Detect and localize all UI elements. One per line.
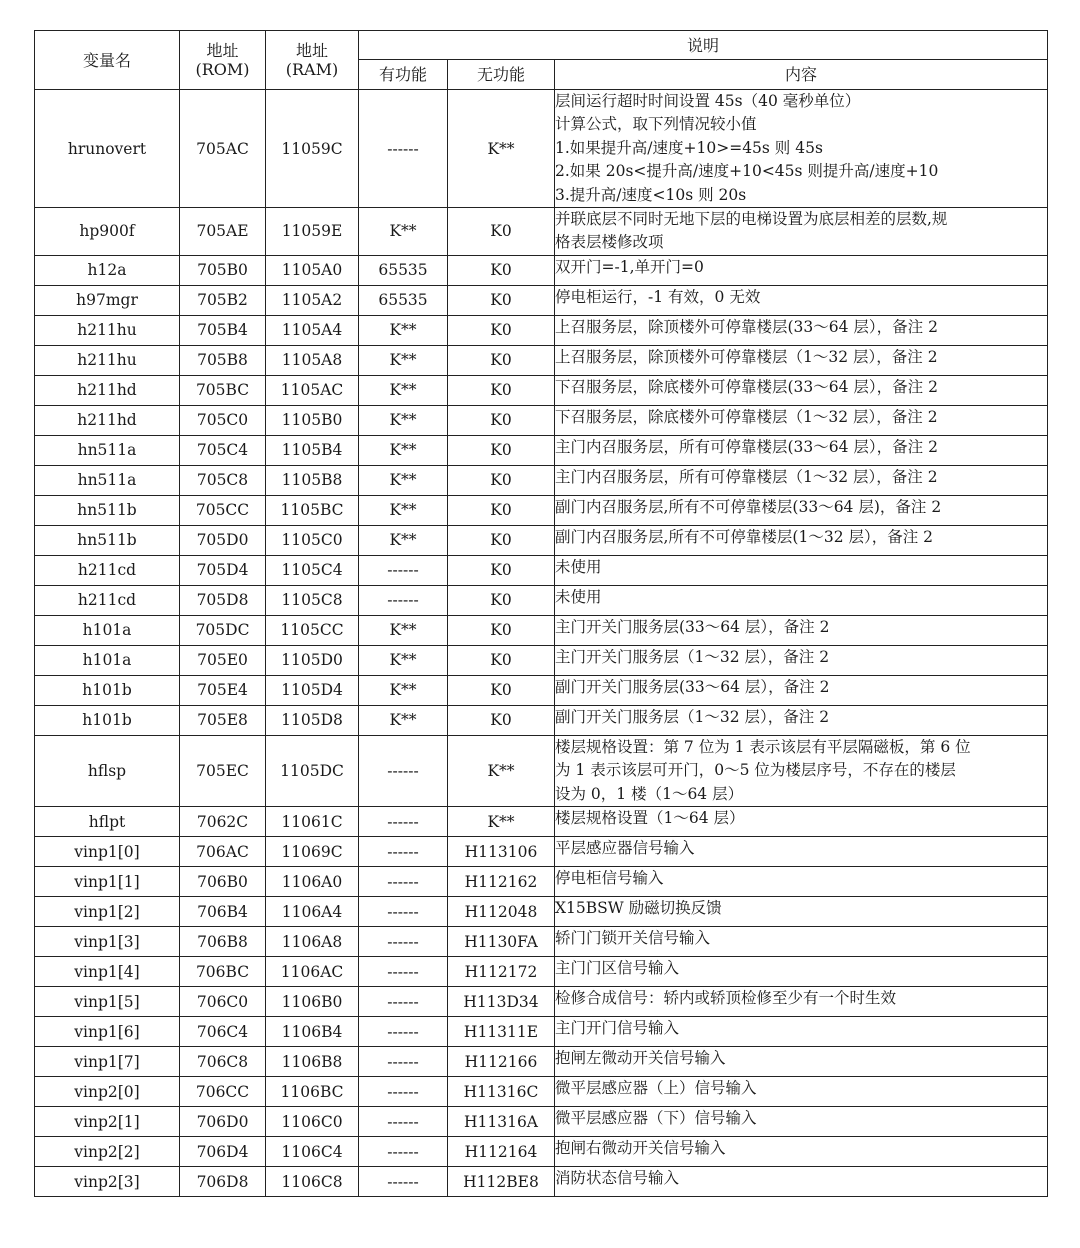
cell-address-ram: 1105D8 bbox=[266, 705, 359, 735]
content-line: X15BSW 励磁切换反馈 bbox=[555, 899, 722, 918]
cell-content bbox=[555, 867, 1048, 897]
cell-var-name: vinp2[2] bbox=[35, 1137, 180, 1167]
cell-var-name: h211hu bbox=[35, 315, 180, 345]
cell-var-name: vinp1[5] bbox=[35, 987, 180, 1017]
content-line: 检修合成信号：轿内或轿顶检修至少有一个时生效 bbox=[555, 989, 897, 1008]
cell-without-function: K0 bbox=[448, 465, 555, 495]
cell-without-function: K0 bbox=[448, 585, 555, 615]
cell-without-function: H112166 bbox=[448, 1047, 555, 1077]
cell-address-ram: 1106C8 bbox=[266, 1167, 359, 1197]
cell-address-rom: 705B0 bbox=[180, 255, 266, 285]
cell-address-rom: 705D0 bbox=[180, 525, 266, 555]
cell-without-function: K0 bbox=[448, 675, 555, 705]
cell-address-ram: 1105B0 bbox=[266, 405, 359, 435]
cell-var-name: vinp1[3] bbox=[35, 927, 180, 957]
table-row bbox=[35, 1137, 1048, 1167]
cell-address-rom: 706C8 bbox=[180, 1047, 266, 1077]
cell-var-name: h211hd bbox=[35, 375, 180, 405]
content-line: 1.如果提升高/速度+10>=45s 则 45s bbox=[555, 138, 823, 157]
cell-address-ram: 1105A2 bbox=[266, 285, 359, 315]
header-content: 内容 bbox=[555, 60, 1048, 90]
cell-var-name: h97mgr bbox=[35, 285, 180, 315]
cell-var-name: vinp2[0] bbox=[35, 1077, 180, 1107]
cell-var-name: h101b bbox=[35, 705, 180, 735]
cell-without-function: K** bbox=[448, 807, 555, 837]
content-line: 层间运行超时时间设置 45s（40 毫秒单位） bbox=[555, 92, 861, 110]
table-row bbox=[35, 615, 1048, 645]
content-line: 副门内召服务层,所有不可停靠楼层(1～32 层），备注 2 bbox=[555, 527, 934, 546]
cell-with-function: ------ bbox=[359, 897, 448, 927]
cell-var-name: vinp2[3] bbox=[35, 1167, 180, 1197]
cell-address-rom: 705AE bbox=[180, 208, 266, 256]
content-line: 消防状态信号输入 bbox=[555, 1169, 680, 1188]
cell-content bbox=[555, 465, 1048, 495]
cell-content bbox=[555, 675, 1048, 705]
table-row bbox=[35, 208, 1048, 256]
cell-var-name: hp900f bbox=[35, 208, 180, 256]
cell-with-function: K** bbox=[359, 315, 448, 345]
cell-address-ram: 11069C bbox=[266, 837, 359, 867]
cell-content bbox=[555, 435, 1048, 465]
cell-address-rom: 706CC bbox=[180, 1077, 266, 1107]
cell-content bbox=[555, 897, 1048, 927]
cell-with-function: K** bbox=[359, 435, 448, 465]
table-row bbox=[35, 867, 1048, 897]
table-row bbox=[35, 705, 1048, 735]
cell-content bbox=[555, 1047, 1048, 1077]
cell-without-function: K0 bbox=[448, 405, 555, 435]
content-line: 计算公式，取下列情况较小值 bbox=[555, 115, 757, 134]
content-line: 停电柜运行，-1 有效，0 无效 bbox=[555, 287, 761, 306]
table-row bbox=[35, 837, 1048, 867]
table-row bbox=[35, 645, 1048, 675]
cell-with-function: 65535 bbox=[359, 285, 448, 315]
table-row bbox=[35, 375, 1048, 405]
cell-address-rom: 705D8 bbox=[180, 585, 266, 615]
cell-content bbox=[555, 927, 1048, 957]
cell-content bbox=[555, 987, 1048, 1017]
header-description: 说明 bbox=[359, 31, 1048, 60]
cell-address-ram: 1105C8 bbox=[266, 585, 359, 615]
cell-without-function: K0 bbox=[448, 495, 555, 525]
content-line: 上召服务层，除顶楼外可停靠楼层（1～32 层），备注 2 bbox=[555, 347, 938, 366]
cell-address-ram: 1106A4 bbox=[266, 897, 359, 927]
cell-address-rom: 706B4 bbox=[180, 897, 266, 927]
cell-without-function: K0 bbox=[448, 285, 555, 315]
table-row bbox=[35, 735, 1048, 806]
cell-address-ram: 1105A8 bbox=[266, 345, 359, 375]
cell-without-function: H112164 bbox=[448, 1137, 555, 1167]
cell-content bbox=[555, 285, 1048, 315]
cell-content bbox=[555, 495, 1048, 525]
table-row bbox=[35, 1047, 1048, 1077]
content-line: 主门开关门服务层（1～32 层），备注 2 bbox=[555, 647, 830, 666]
cell-address-rom: 705AC bbox=[180, 90, 266, 208]
cell-var-name: vinp1[7] bbox=[35, 1047, 180, 1077]
cell-content bbox=[555, 315, 1048, 345]
cell-var-name: h211cd bbox=[35, 585, 180, 615]
cell-address-ram: 1105D4 bbox=[266, 675, 359, 705]
table-row bbox=[35, 285, 1048, 315]
cell-address-rom: 705B8 bbox=[180, 345, 266, 375]
content-line: 楼层规格设置：第 7 位为 1 表示该层有平层隔磁板，第 6 位 bbox=[555, 737, 971, 756]
cell-address-rom: 705C4 bbox=[180, 435, 266, 465]
cell-with-function: 65535 bbox=[359, 255, 448, 285]
content-line: 楼层规格设置（1～64 层） bbox=[555, 809, 745, 828]
cell-address-rom: 705B4 bbox=[180, 315, 266, 345]
cell-without-function: H113D34 bbox=[448, 987, 555, 1017]
cell-address-rom: 705C0 bbox=[180, 405, 266, 435]
cell-var-name: h211cd bbox=[35, 555, 180, 585]
cell-var-name: hn511a bbox=[35, 435, 180, 465]
content-line: 主门内召服务层，所有可停靠楼层(33～64 层），备注 2 bbox=[555, 437, 938, 456]
cell-with-function: ------ bbox=[359, 807, 448, 837]
cell-var-name: hrunovert bbox=[35, 90, 180, 208]
cell-with-function: ------ bbox=[359, 1047, 448, 1077]
cell-address-rom: 705E0 bbox=[180, 645, 266, 675]
cell-content bbox=[555, 555, 1048, 585]
cell-content bbox=[555, 957, 1048, 987]
cell-with-function: ------ bbox=[359, 1077, 448, 1107]
cell-address-rom: 706B0 bbox=[180, 867, 266, 897]
header-with-function: 有功能 bbox=[359, 60, 448, 90]
table-row bbox=[35, 525, 1048, 555]
cell-content bbox=[555, 705, 1048, 735]
cell-var-name: h101a bbox=[35, 645, 180, 675]
cell-without-function: K0 bbox=[448, 645, 555, 675]
table-row bbox=[35, 495, 1048, 525]
cell-content bbox=[555, 1107, 1048, 1137]
content-line: 微平层感应器（下）信号输入 bbox=[555, 1109, 757, 1128]
cell-content bbox=[555, 255, 1048, 285]
cell-without-function: H1130FA bbox=[448, 927, 555, 957]
table-row bbox=[35, 90, 1048, 208]
cell-address-ram: 11061C bbox=[266, 807, 359, 837]
cell-address-ram: 1106C0 bbox=[266, 1107, 359, 1137]
cell-address-rom: 705EC bbox=[180, 735, 266, 806]
cell-address-rom: 706C0 bbox=[180, 987, 266, 1017]
table-row bbox=[35, 345, 1048, 375]
table-header bbox=[35, 31, 1048, 90]
cell-address-ram: 1106B4 bbox=[266, 1017, 359, 1047]
content-line: 下召服务层，除底楼外可停靠楼层（1～32 层），备注 2 bbox=[555, 407, 938, 426]
cell-address-rom: 705D4 bbox=[180, 555, 266, 585]
cell-with-function: K** bbox=[359, 615, 448, 645]
cell-var-name: vinp2[1] bbox=[35, 1107, 180, 1137]
cell-content bbox=[555, 807, 1048, 837]
cell-with-function: ------ bbox=[359, 987, 448, 1017]
cell-content bbox=[555, 615, 1048, 645]
cell-address-rom: 706C4 bbox=[180, 1017, 266, 1047]
table-row bbox=[35, 807, 1048, 837]
cell-with-function: K** bbox=[359, 645, 448, 675]
content-line: 抱闸左微动开关信号输入 bbox=[555, 1049, 726, 1068]
cell-address-ram: 1106AC bbox=[266, 957, 359, 987]
cell-without-function: K0 bbox=[448, 375, 555, 405]
table-row bbox=[35, 255, 1048, 285]
cell-var-name: hn511a bbox=[35, 465, 180, 495]
cell-with-function: ------ bbox=[359, 1107, 448, 1137]
content-line: 上召服务层，除顶楼外可停靠楼层(33～64 层），备注 2 bbox=[555, 317, 938, 336]
content-line: 未使用 bbox=[555, 587, 602, 606]
cell-with-function: K** bbox=[359, 375, 448, 405]
cell-content bbox=[555, 837, 1048, 867]
cell-without-function: K0 bbox=[448, 705, 555, 735]
cell-without-function: H11316C bbox=[448, 1077, 555, 1107]
cell-address-ram: 1105B8 bbox=[266, 465, 359, 495]
cell-content bbox=[555, 585, 1048, 615]
cell-content bbox=[555, 375, 1048, 405]
cell-address-ram: 11059C bbox=[266, 90, 359, 208]
cell-address-ram: 1106BC bbox=[266, 1077, 359, 1107]
cell-address-rom: 706BC bbox=[180, 957, 266, 987]
content-line: 抱闸右微动开关信号输入 bbox=[555, 1139, 726, 1158]
cell-without-function: K0 bbox=[448, 615, 555, 645]
cell-without-function: H112172 bbox=[448, 957, 555, 987]
cell-without-function: H112BE8 bbox=[448, 1167, 555, 1197]
cell-content bbox=[555, 525, 1048, 555]
table-row bbox=[35, 927, 1048, 957]
header-var-name: 变量名 bbox=[35, 31, 180, 90]
cell-address-ram: 1106A8 bbox=[266, 927, 359, 957]
cell-var-name: h101b bbox=[35, 675, 180, 705]
cell-address-ram: 1105CC bbox=[266, 615, 359, 645]
cell-without-function: K0 bbox=[448, 208, 555, 256]
content-line: 为 1 表示该层可开门，0～5 位为楼层序号，不存在的楼层 bbox=[555, 761, 956, 780]
cell-var-name: vinp1[2] bbox=[35, 897, 180, 927]
cell-var-name: vinp1[6] bbox=[35, 1017, 180, 1047]
cell-without-function: H11311E bbox=[448, 1017, 555, 1047]
cell-address-rom: 7062C bbox=[180, 807, 266, 837]
cell-address-ram: 11059E bbox=[266, 208, 359, 256]
cell-address-rom: 706B8 bbox=[180, 927, 266, 957]
table-row bbox=[35, 1017, 1048, 1047]
cell-without-function: H112162 bbox=[448, 867, 555, 897]
content-line: 平层感应器信号输入 bbox=[555, 839, 695, 858]
cell-address-ram: 1105BC bbox=[266, 495, 359, 525]
cell-without-function: K0 bbox=[448, 345, 555, 375]
cell-address-ram: 1106A0 bbox=[266, 867, 359, 897]
cell-with-function: K** bbox=[359, 208, 448, 256]
cell-address-rom: 706D0 bbox=[180, 1107, 266, 1137]
cell-address-ram: 1105DC bbox=[266, 735, 359, 806]
cell-address-rom: 705B2 bbox=[180, 285, 266, 315]
table-body bbox=[35, 90, 1048, 1197]
cell-address-rom: 706D4 bbox=[180, 1137, 266, 1167]
cell-address-ram: 1105A4 bbox=[266, 315, 359, 345]
cell-with-function: ------ bbox=[359, 1167, 448, 1197]
cell-content bbox=[555, 1167, 1048, 1197]
cell-var-name: h101a bbox=[35, 615, 180, 645]
cell-with-function: ------ bbox=[359, 867, 448, 897]
cell-without-function: K0 bbox=[448, 435, 555, 465]
cell-without-function: K** bbox=[448, 735, 555, 806]
cell-content bbox=[555, 1017, 1048, 1047]
cell-with-function: K** bbox=[359, 525, 448, 555]
cell-with-function: ------ bbox=[359, 90, 448, 208]
content-line: 停电柜信号输入 bbox=[555, 869, 664, 888]
cell-address-ram: 1105C4 bbox=[266, 555, 359, 585]
cell-address-rom: 705C8 bbox=[180, 465, 266, 495]
cell-address-rom: 705DC bbox=[180, 615, 266, 645]
content-line: 主门门区信号输入 bbox=[555, 959, 680, 978]
cell-var-name: vinp1[4] bbox=[35, 957, 180, 987]
cell-with-function: ------ bbox=[359, 1017, 448, 1047]
cell-address-rom: 705BC bbox=[180, 375, 266, 405]
table-row bbox=[35, 435, 1048, 465]
table-row bbox=[35, 1077, 1048, 1107]
cell-address-rom: 705CC bbox=[180, 495, 266, 525]
cell-with-function: ------ bbox=[359, 735, 448, 806]
content-line: 并联底层不同时无地下层的电梯设置为底层相差的层数,规 bbox=[555, 210, 948, 229]
cell-without-function: K0 bbox=[448, 315, 555, 345]
cell-address-ram: 1106C4 bbox=[266, 1137, 359, 1167]
table-row bbox=[35, 405, 1048, 435]
content-line: 双开门=-1,单开门=0 bbox=[555, 257, 704, 276]
cell-with-function: K** bbox=[359, 705, 448, 735]
cell-content bbox=[555, 645, 1048, 675]
cell-with-function: ------ bbox=[359, 927, 448, 957]
content-line: 2.如果 20s<提升高/速度+10<45s 则提升高/速度+10 bbox=[555, 162, 939, 181]
cell-address-ram: 1106B8 bbox=[266, 1047, 359, 1077]
cell-address-ram: 1105B4 bbox=[266, 435, 359, 465]
cell-var-name: vinp1[0] bbox=[35, 837, 180, 867]
cell-var-name: h211hu bbox=[35, 345, 180, 375]
cell-with-function: ------ bbox=[359, 837, 448, 867]
header-address-ram: 地址 (RAM) bbox=[266, 31, 359, 90]
cell-with-function: ------ bbox=[359, 555, 448, 585]
cell-without-function: K0 bbox=[448, 555, 555, 585]
content-line: 轿门门锁开关信号输入 bbox=[555, 929, 711, 948]
table-row bbox=[35, 1107, 1048, 1137]
cell-with-function: K** bbox=[359, 405, 448, 435]
cell-content bbox=[555, 1137, 1048, 1167]
content-line: 副门内召服务层,所有不可停靠楼层(33～64 层)，备注 2 bbox=[555, 497, 942, 516]
content-line: 未使用 bbox=[555, 557, 602, 576]
cell-without-function: K0 bbox=[448, 525, 555, 555]
cell-address-rom: 705E8 bbox=[180, 705, 266, 735]
table-row bbox=[35, 675, 1048, 705]
cell-address-rom: 706D8 bbox=[180, 1167, 266, 1197]
cell-content bbox=[555, 345, 1048, 375]
content-line: 副门开关门服务层(33～64 层），备注 2 bbox=[555, 677, 830, 696]
cell-var-name: vinp1[1] bbox=[35, 867, 180, 897]
variable-table bbox=[34, 30, 1048, 1197]
cell-with-function: K** bbox=[359, 675, 448, 705]
header-without-function: 无功能 bbox=[448, 60, 555, 90]
cell-without-function: H112048 bbox=[448, 897, 555, 927]
cell-var-name: hn511b bbox=[35, 495, 180, 525]
table-row bbox=[35, 957, 1048, 987]
cell-without-function: K0 bbox=[448, 255, 555, 285]
cell-with-function: K** bbox=[359, 465, 448, 495]
cell-address-rom: 705E4 bbox=[180, 675, 266, 705]
cell-address-ram: 1105D0 bbox=[266, 645, 359, 675]
header-address-rom: 地址 (ROM) bbox=[180, 31, 266, 90]
table-row bbox=[35, 585, 1048, 615]
cell-with-function: ------ bbox=[359, 585, 448, 615]
cell-address-ram: 1105C0 bbox=[266, 525, 359, 555]
cell-address-ram: 1106B0 bbox=[266, 987, 359, 1017]
content-line: 格表层楼修改项 bbox=[555, 233, 664, 252]
content-line: 副门开关门服务层（1～32 层），备注 2 bbox=[555, 707, 830, 726]
cell-content bbox=[555, 1077, 1048, 1107]
cell-with-function: ------ bbox=[359, 957, 448, 987]
cell-content bbox=[555, 90, 1048, 208]
table-row bbox=[35, 465, 1048, 495]
content-line: 主门开关门服务层(33～64 层），备注 2 bbox=[555, 617, 830, 636]
cell-address-ram: 1105A0 bbox=[266, 255, 359, 285]
content-line: 3.提升高/速度<10s 则 20s bbox=[555, 185, 747, 204]
cell-with-function: ------ bbox=[359, 1137, 448, 1167]
cell-address-rom: 706AC bbox=[180, 837, 266, 867]
cell-content bbox=[555, 735, 1048, 806]
cell-var-name: h12a bbox=[35, 255, 180, 285]
table-row bbox=[35, 897, 1048, 927]
table-row bbox=[35, 987, 1048, 1017]
cell-without-function: H113106 bbox=[448, 837, 555, 867]
content-line: 设为 0，1 楼（1～64 层） bbox=[555, 784, 744, 803]
cell-var-name: hflpt bbox=[35, 807, 180, 837]
cell-var-name: h211hd bbox=[35, 405, 180, 435]
cell-without-function: K** bbox=[448, 90, 555, 208]
content-line: 微平层感应器（上）信号输入 bbox=[555, 1079, 757, 1098]
cell-with-function: K** bbox=[359, 495, 448, 525]
table-row bbox=[35, 315, 1048, 345]
content-line: 主门内召服务层，所有可停靠楼层（1～32 层），备注 2 bbox=[555, 467, 938, 486]
table-row bbox=[35, 555, 1048, 585]
cell-var-name: hflsp bbox=[35, 735, 180, 806]
cell-content bbox=[555, 208, 1048, 256]
cell-content bbox=[555, 405, 1048, 435]
table-row bbox=[35, 1167, 1048, 1197]
cell-with-function: K** bbox=[359, 345, 448, 375]
cell-without-function: H11316A bbox=[448, 1107, 555, 1137]
content-line: 主门开门信号输入 bbox=[555, 1019, 680, 1038]
cell-address-ram: 1105AC bbox=[266, 375, 359, 405]
content-line: 下召服务层，除底楼外可停靠楼层(33～64 层），备注 2 bbox=[555, 377, 938, 396]
cell-var-name: hn511b bbox=[35, 525, 180, 555]
